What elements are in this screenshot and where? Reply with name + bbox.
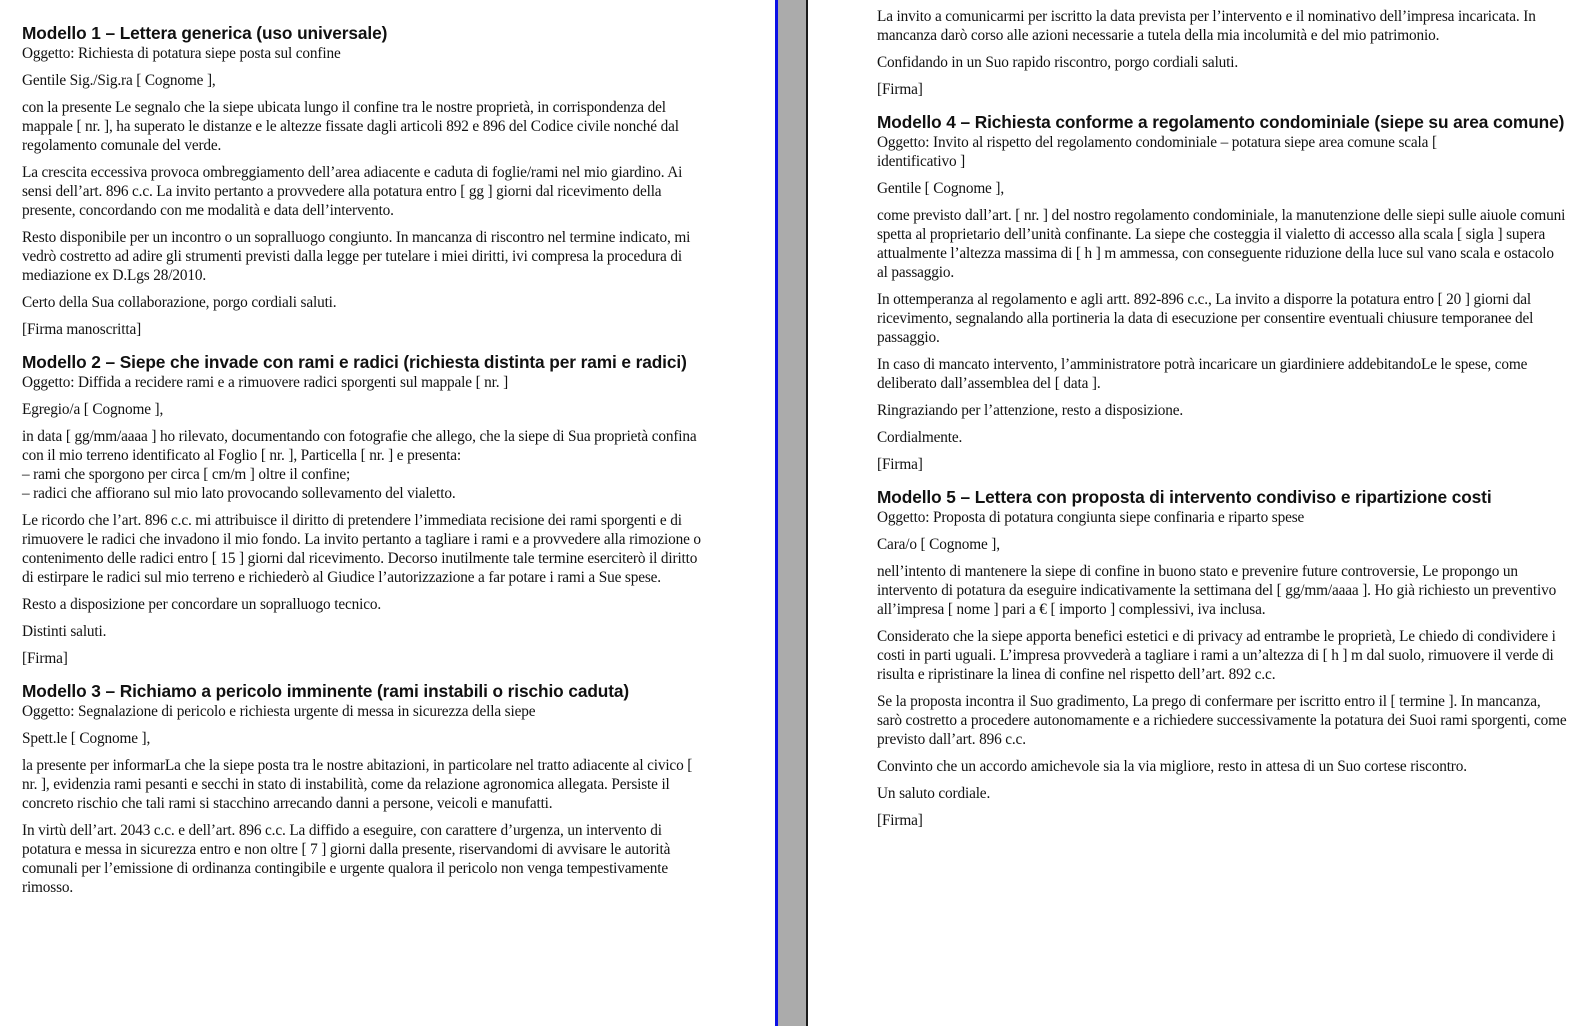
subject-line: Oggetto: Proposta di potatura congiunta siepe confinaria e riparto spese bbox=[877, 509, 1305, 526]
list-item: – radici che affiorano sul mio lato provocando sollevamento del vialetto. bbox=[22, 485, 456, 502]
closing-line: Un saluto cordiale. bbox=[877, 785, 991, 802]
model-heading: Modello 2 – Siepe che invade con rami e radici (richiesta distinta per rami e radici) bbox=[22, 352, 687, 372]
letter-modello-4 bbox=[877, 112, 1567, 474]
closing-line: Certo della Sua collaborazione, porgo cordiali saluti. bbox=[22, 294, 337, 311]
body-paragraph: Se la proposta incontra il Suo gradimento, La prego di confermare per iscritto entro il [ termine ]. In mancanza, sarò costretto a procedere autonomamente e a richiedere successivamente la potatura dei Suoi rami sporgenti, come previsto dall’art. 896 c.c. bbox=[877, 693, 1567, 748]
closing-line: Distinti saluti. bbox=[22, 623, 107, 640]
subject-line: Oggetto: Invito al rispetto del regolamento condominiale – potatura siepe area comune scala [ identificativo ] bbox=[877, 134, 1437, 170]
salutation: Gentile [ Cognome ], bbox=[877, 180, 1004, 197]
body-paragraph: con la presente Le segnalo che la siepe ubicata lungo il confine tra le nostre proprietà, in corrispondenza del mappale [ nr. ], ha superato le distanze e le altezze fissate dagli articoli 892 e 896 del Codice civile nonché dal regolamento comunale del verde. bbox=[22, 99, 679, 154]
body-paragraph: Resto a disposizione per concordare un sopralluogo tecnico. bbox=[22, 596, 382, 613]
document-page-left bbox=[0, 0, 776, 1026]
signature-placeholder: [Firma manoscritta] bbox=[22, 321, 142, 338]
subject-line: Oggetto: Diffida a recidere rami e a rimuovere radici sporgenti sul mappale [ nr. ] bbox=[22, 374, 509, 391]
signature-placeholder: [Firma] bbox=[22, 650, 68, 667]
subject-line: Oggetto: Richiesta di potatura siepe posta sul confine bbox=[22, 45, 341, 62]
model-heading: Modello 4 – Richiesta conforme a regolamento condominiale (siepe su area comune) bbox=[877, 112, 1565, 132]
salutation: Spett.le [ Cognome ], bbox=[22, 730, 151, 747]
body-paragraph: nell’intento di mantenere la siepe di confine in buono stato e prevenire future controversie, Le propongo un intervento di potatura da eseguire indicativamente la settimana del [ gg/mm/aaaa ]. Ho già richiesto un preventivo all’impresa [ nome ] pari a € [ importo ] complessivi, iva inclusa. bbox=[877, 563, 1557, 618]
closing-line: Ringraziando per l’attenzione, resto a disposizione. bbox=[877, 402, 1184, 419]
page-content-right bbox=[877, 7, 1567, 843]
model-heading: Modello 1 – Lettera generica (uso universale) bbox=[22, 23, 388, 43]
subject-line: Oggetto: Segnalazione di pericolo e richiesta urgente di messa in sicurezza della siepe bbox=[22, 703, 536, 720]
document-page-right bbox=[808, 0, 1586, 1026]
closing-line: Convinto che un accordo amichevole sia la via migliore, resto in attesa di un Suo cortese riscontro. bbox=[877, 758, 1467, 775]
page-gutter bbox=[778, 0, 806, 1026]
salutation: Cara/o [ Cognome ], bbox=[877, 536, 1000, 553]
letter-modello-1 bbox=[22, 23, 702, 339]
model-heading: Modello 5 – Lettera con proposta di intervento condiviso e ripartizione costi bbox=[877, 487, 1492, 507]
letter-modello-3 bbox=[22, 681, 702, 897]
body-paragraph: come previsto dall’art. [ nr. ] del nostro regolamento condominiale, la manutenzione delle siepi sulle aiuole comuni spetta al proprietario dell’unità confinante. La siepe che costeggia il vialetto di accesso alla scala [ sigla ] supera attualmente l’altezza massima di [ h ] m ammessa, con conseguente riduzione della luce sul vano scala e ostacolo al passaggio. bbox=[877, 207, 1566, 281]
salutation: Gentile Sig./Sig.ra [ Cognome ], bbox=[22, 72, 216, 89]
letter-modello-3-continued bbox=[877, 7, 1567, 99]
body-paragraph: Considerato che la siepe apporta benefici estetici e di privacy ad entrambe le proprietà, Le chiedo di condividere i costi in parti uguali. L’impresa provvederà a tagliare i rami a un’altezza di [ h ] m dal suolo, rimuovere il verde di risulta e ripristinare la linea di confine nel rispetto dell’art. 892 c.c. bbox=[877, 628, 1556, 683]
body-paragraph: In ottemperanza al regolamento e agli artt. 892-896 c.c., La invito a disporre la potatura entro [ 20 ] giorni dal ricevimento, segnalando alla portineria la data di esecuzione per consentire eventuali chiusure temporanee del passaggio. bbox=[877, 291, 1534, 346]
letter-modello-2 bbox=[22, 352, 702, 668]
signature-placeholder: [Firma] bbox=[877, 81, 923, 98]
body-paragraph: la presente per informarLa che la siepe posta tra le nostre abitazioni, in particolare nel tratto adiacente al civico [ nr. ], evidenzia rami pesanti e secchi in stato di instabilità, come da relazione agronomica allegata. Persiste il concreto rischio che tali rami si stacchino arrecando danni a persone, veicoli e manufatti. bbox=[22, 757, 693, 812]
list-item: – rami che sporgono per circa [ cm/m ] oltre il confine; bbox=[22, 466, 351, 483]
body-paragraph: La invito a comunicarmi per iscritto la data prevista per l’intervento e il nominativo dell’impresa incaricata. In mancanza darò corso alle azioni necessarie a tutela della mia incolumità e del mio patrimonio. bbox=[877, 8, 1536, 44]
body-paragraph: in data [ gg/mm/aaaa ] ho rilevato, documentando con fotografie che allego, che la siepe di Sua proprietà confina con il mio terreno identificato al Foglio [ nr. ], Particella [ nr. ] e presenta: bbox=[22, 428, 697, 464]
body-paragraph: In caso di mancato intervento, l’amministratore potrà incaricare un giardiniere addebitandoLe le spese, come deliberato dall’assemblea del [ data ]. bbox=[877, 356, 1528, 392]
body-paragraph: In virtù dell’art. 2043 c.c. e dell’art. 896 c.c. La diffido a eseguire, con carattere d’urgenza, un intervento di potatura e messa in sicurezza entro e non oltre [ 7 ] giorni dalla presente, riservandomi di avvisare le autorità comunali per l’emissione di ordinanza contingibile e urgente qualora il pericolo non venga tempestivamente rimosso. bbox=[22, 822, 671, 896]
signature-placeholder: [Firma] bbox=[877, 456, 923, 473]
body-paragraph: La crescita eccessiva provoca ombreggiamento dell’area adiacente e caduta di foglie/rami nel mio giardino. Ai sensi dell’art. 896 c.c. La invito pertanto a provvedere alla potatura entro [ gg ] giorni dal ricevimento della presente, concordando con me modalità e data dell’intervento. bbox=[22, 164, 683, 219]
signature-placeholder: [Firma] bbox=[877, 812, 923, 829]
letter-modello-5 bbox=[877, 487, 1567, 830]
body-paragraph: Resto disponibile per un incontro o un sopralluogo congiunto. In mancanza di riscontro nel termine indicato, mi vedrò costretto ad adire gli strumenti previsti dalla legge per tutelare i miei diritti, ivi compresa la procedura di mediazione ex D.Lgs 28/2010. bbox=[22, 229, 691, 284]
salutation: Egregio/a [ Cognome ], bbox=[22, 401, 164, 418]
body-paragraph: Le ricordo che l’art. 896 c.c. mi attribuisce il diritto di pretendere l’immediata recisione dei rami sporgenti e di rimuovere le radici che invadono il mio fondo. La invito pertanto a tagliare i rami e a provvedere alla rimozione o contenimento delle radici entro [ 15 ] giorni dal ricevimento. Decorso inutilmente tale termine eserciterò il diritto di estirpare le radici sul mio terreno e richiederò al Giudice l’autorizzazione a far potare i rami a Sue spese. bbox=[22, 512, 701, 586]
page-content-left bbox=[22, 23, 702, 910]
closing-line: Cordialmente. bbox=[877, 429, 963, 446]
closing-line: Confidando in un Suo rapido riscontro, porgo cordiali saluti. bbox=[877, 54, 1239, 71]
model-heading: Modello 3 – Richiamo a pericolo imminente (rami instabili o rischio caduta) bbox=[22, 681, 630, 701]
